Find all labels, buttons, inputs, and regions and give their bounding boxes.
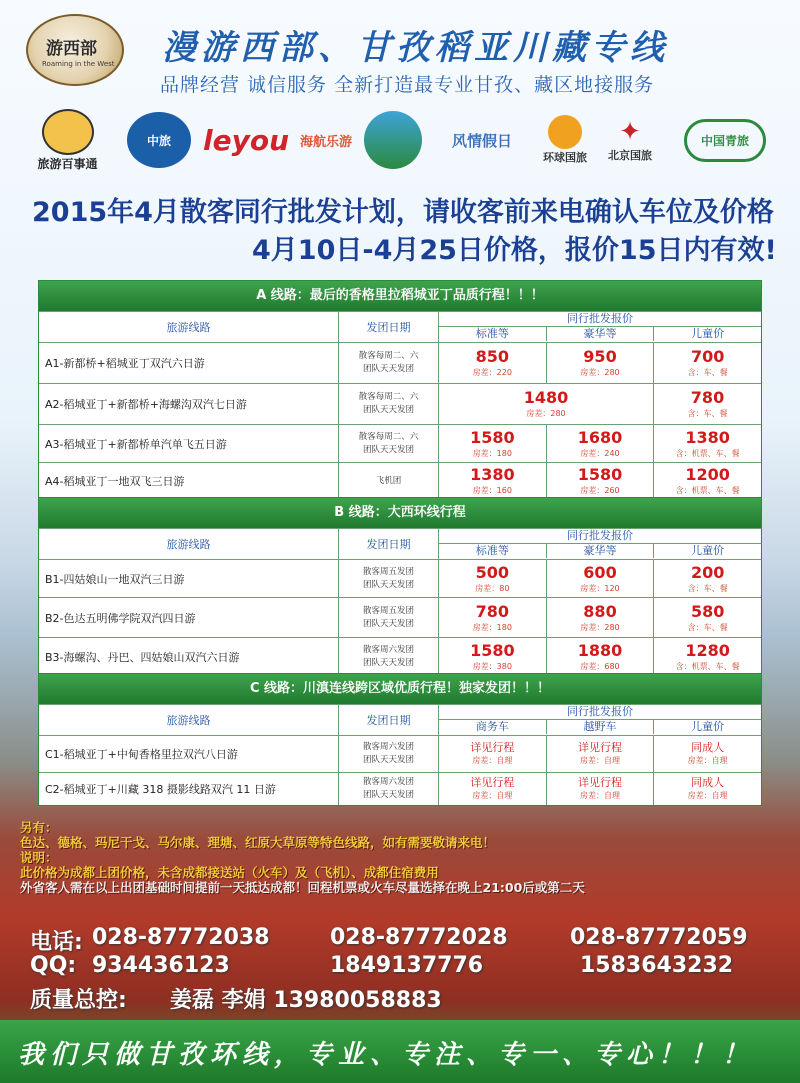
logo-text: 游西部	[46, 39, 97, 59]
partner-logos	[20, 105, 790, 175]
partner-logo-zhonglv: 中旅	[122, 105, 196, 175]
table-row: B3-海螺沟、丹巴、四姑娘山双汽六日游 散客周六发团 团队天天发团 1580 房差：380 1880 房差：680 1280 含：机票、车、餐	[39, 637, 761, 676]
section-c-table	[38, 673, 762, 806]
qq-3: 1583643232	[580, 953, 734, 978]
phone-label: 电话:	[30, 930, 83, 955]
table-row: A2-稻城亚丁+新都桥+海螺沟双汽七日游 散客每周二、六 团队天天发团 1480 房差：280 780 含：车、餐	[39, 383, 761, 424]
sun-icon	[548, 115, 582, 149]
table-row: B1-四姑娘山一地双汽三日游 散客周五发团 团队天天发团 500 房差：80 600 房差：120 200 含：车、餐	[39, 559, 761, 597]
footer-slogan-bar	[0, 1020, 800, 1083]
partner-logo-beijing: ✦ 北京国旅	[608, 117, 652, 162]
butterfly-icon: ✦	[619, 117, 641, 147]
partner-logo-qinglv: 中国青旅	[665, 105, 785, 175]
phone-2[interactable]: 028-87772028	[330, 925, 508, 950]
qq-label: QQ:	[30, 953, 77, 978]
page-subtitle: 品牌经营 诚信服务 全新打造最专业甘孜、藏区地接服务	[160, 74, 655, 96]
company-logo	[26, 14, 124, 86]
notes-block: 另有： 色达、德格、玛尼干戈、马尔康、理塘、红原大草原等特色线路，如有需要敬请来电！ 说明： 此价格为成都上团价格，未含成都接送站（火车）及（飞机）、成都住宿费用 外省客人需在以上出团基础时间提前一天抵达成都！回程机票或火车尽量选择在晚上21:00后或第二天	[20, 820, 585, 895]
section-b-table	[38, 497, 762, 677]
table-row: A3-稻城亚丁+新都桥单汽单飞五日游 散客每周二、六 团队天天发团 1580 房差：180 1680 房差：240 1380 含：机票、车、餐	[39, 424, 761, 462]
quality-control-label: 质量总控:	[30, 988, 127, 1013]
partner-logo-huanqiu: 环球国旅	[530, 105, 600, 175]
logo-subtext: Roaming in the West	[42, 60, 115, 68]
table-header-row: 旅游线路 发团日期 同行批发报价 标准等 豪华等 儿童价	[39, 528, 761, 559]
table-row: A4-稻城亚丁一地双飞三日游 飞机团 1380 房差：160 1580 房差：260 1200 含：机票、车、餐	[39, 462, 761, 499]
table-header-row: 旅游线路 发团日期 同行批发报价 商务车 越野车 儿童价	[39, 704, 761, 735]
table-row: A1-新都桥+稻城亚丁双汽六日游 散客每周二、六 团队天天发团 850 房差：220 950 房差：280 700 含：车、餐	[39, 342, 761, 383]
headline-validity: 4月10日-4月25日价格，报价15日内有效!	[252, 235, 777, 266]
partner-logo-baishitong: 旅游百事通	[20, 105, 115, 175]
headline-main: 2015年4月散客同行批发计划，请收客前来电确认车位及价格	[32, 197, 774, 228]
page-title: 漫游西部、甘孜稻亚川藏专线	[162, 28, 669, 68]
footer-slogan: 我们只做甘孜环线，专业、专注、专一、专心！！！	[18, 1040, 755, 1070]
section-b-title: B 线路：大西环线行程	[39, 498, 761, 528]
mascot-icon	[42, 109, 94, 155]
phone-1[interactable]: 028-87772038	[92, 925, 270, 950]
section-c-title: C 线路：川滇连线跨区域优质行程！独家发团！！！	[39, 674, 761, 704]
partner-logo-hanghang: 海航乐游	[299, 134, 352, 150]
quality-control-contacts: 姜磊 李娟 13980058883	[170, 988, 442, 1013]
section-a-table	[38, 280, 762, 500]
table-row: B2-色达五明佛学院双汽四日游 散客周五发团 团队天天发团 780 房差：180 880 房差：280 580 含：车、餐	[39, 597, 761, 637]
table-header-row: 旅游线路 发团日期 同行批发报价 标准等 豪华等 儿童价	[39, 311, 761, 342]
partner-logo-leyou: leyou	[203, 123, 290, 157]
mountain-icon	[364, 111, 422, 169]
qq-1: 934436123	[92, 953, 230, 978]
qq-2: 1849137776	[330, 953, 484, 978]
table-row: C2-稻城亚丁+川藏 318 摄影线路双汽 11 日游 散客周六发团 团队天天发团 详见行程 房差：自理 详见行程 房差：自理 同成人 房差：自理	[39, 772, 761, 805]
partner-logo-fengqing: 风情假日	[451, 131, 512, 150]
partner-logo-mountain	[360, 105, 426, 175]
table-row: C1-稻城亚丁+中甸香格里拉双汽八日游 散客周六发团 团队天天发团 详见行程 房差：自理 详见行程 房差：自理 同成人 房差：自理	[39, 735, 761, 772]
section-a-title: A 线路：最后的香格里拉稻城亚丁品质行程！！！	[39, 281, 761, 311]
phone-3[interactable]: 028-87772059	[570, 925, 748, 950]
